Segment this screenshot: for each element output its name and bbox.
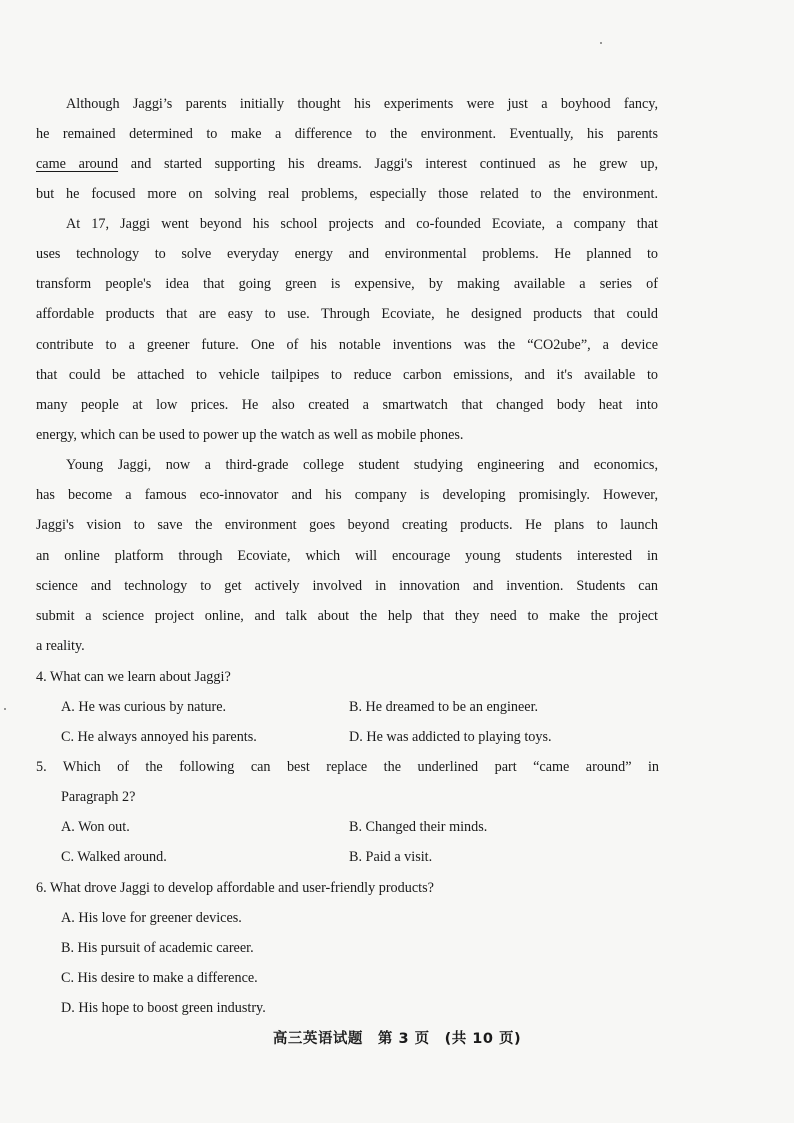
p3-line-6: that could be attached to vehicle tailpipes to reduce carbon emissions, and it's available to bbox=[36, 367, 658, 383]
p2-line-3-rest: and started supporting his dreams. Jaggi's interest continued as he grew up, bbox=[118, 156, 658, 172]
p4-line-6: submit a science project online, and talk about the help that they need to make the project bbox=[36, 608, 658, 624]
question-5-stem-line-2: Paragraph 2? bbox=[61, 789, 136, 805]
p4-line-4: an online platform through Ecoviate, which will encourage young students interested in bbox=[36, 548, 658, 564]
question-6-option-a[interactable]: A. His love for greener devices. bbox=[61, 910, 242, 926]
p4-line-1: Young Jaggi, now a third-grade college student studying engineering and economics, bbox=[66, 457, 658, 473]
question-6-option-d[interactable]: D. His hope to boost green industry. bbox=[61, 1000, 266, 1016]
p3-line-7: many people at low prices. He also created a smartwatch that changed body heat into bbox=[36, 397, 658, 413]
question-5-option-c[interactable]: C. Walked around. bbox=[61, 849, 167, 865]
p2-line-3 bbox=[36, 154, 658, 174]
question-4-option-d[interactable]: D. He was addicted to playing toys. bbox=[349, 729, 552, 745]
p4-line-3: Jaggi's vision to save the environment goes beyond creating products. He plans to launch bbox=[36, 517, 658, 533]
p4-line-7: a reality. bbox=[36, 638, 85, 654]
question-4-option-b[interactable]: B. He dreamed to be an engineer. bbox=[349, 699, 539, 715]
p3-line-2: uses technology to solve everyday energy and environmental problems. He planned to bbox=[36, 246, 658, 262]
scan-speck bbox=[600, 42, 602, 44]
question-6-option-b[interactable]: B. His pursuit of academic career. bbox=[61, 940, 254, 956]
scan-speck bbox=[4, 708, 6, 710]
question-6-stem: 6. What drove Jaggi to develop affordable and user-friendly products? bbox=[36, 880, 434, 896]
p2-line-2: he remained determined to make a difference to the environment. Eventually, his parents bbox=[36, 126, 658, 142]
question-6-option-c[interactable]: C. His desire to make a difference. bbox=[61, 970, 258, 986]
question-4-option-a[interactable]: A. He was curious by nature. bbox=[61, 699, 227, 715]
p4-line-5: science and technology to get actively involved in innovation and invention. Students can bbox=[36, 578, 658, 594]
p2-line-1: Although Jaggi’s parents initially thought his experiments were just a boyhood fancy, bbox=[66, 96, 658, 112]
question-4-option-c[interactable]: C. He always annoyed his parents. bbox=[61, 729, 257, 745]
p2-line-4: but he focused more on solving real problems, especially those related to the environment. bbox=[36, 186, 658, 202]
page-footer: 高三英语试题 第 3 页 (共 10 页) bbox=[272, 1031, 522, 1047]
p4-line-2: has become a famous eco-innovator and his company is developing promisingly. However, bbox=[36, 487, 658, 503]
p3-line-8: energy, which can be used to power up the watch as well as mobile phones. bbox=[36, 427, 464, 443]
question-5-stem-line-1: 5. Which of the following can best replace the underlined part “came around” in bbox=[36, 759, 659, 775]
p3-line-5: contribute to a greener future. One of his notable inventions was the “CO2ube”, a device bbox=[36, 337, 658, 353]
p3-line-1: At 17, Jaggi went beyond his school projects and co-founded Ecoviate, a company that bbox=[66, 216, 658, 232]
question-5-option-a[interactable]: A. Won out. bbox=[61, 819, 130, 835]
p3-line-3: transform people's idea that going green is expensive, by making available a series of bbox=[36, 276, 658, 292]
underlined-phrase: came around bbox=[36, 156, 119, 172]
question-4-stem: 4. What can we learn about Jaggi? bbox=[36, 669, 231, 685]
question-5-option-d[interactable]: B. Paid a visit. bbox=[349, 849, 433, 865]
p3-line-4: affordable products that are easy to use. Through Ecoviate, he designed products that could bbox=[36, 306, 658, 322]
question-5-option-b[interactable]: B. Changed their minds. bbox=[349, 819, 488, 835]
